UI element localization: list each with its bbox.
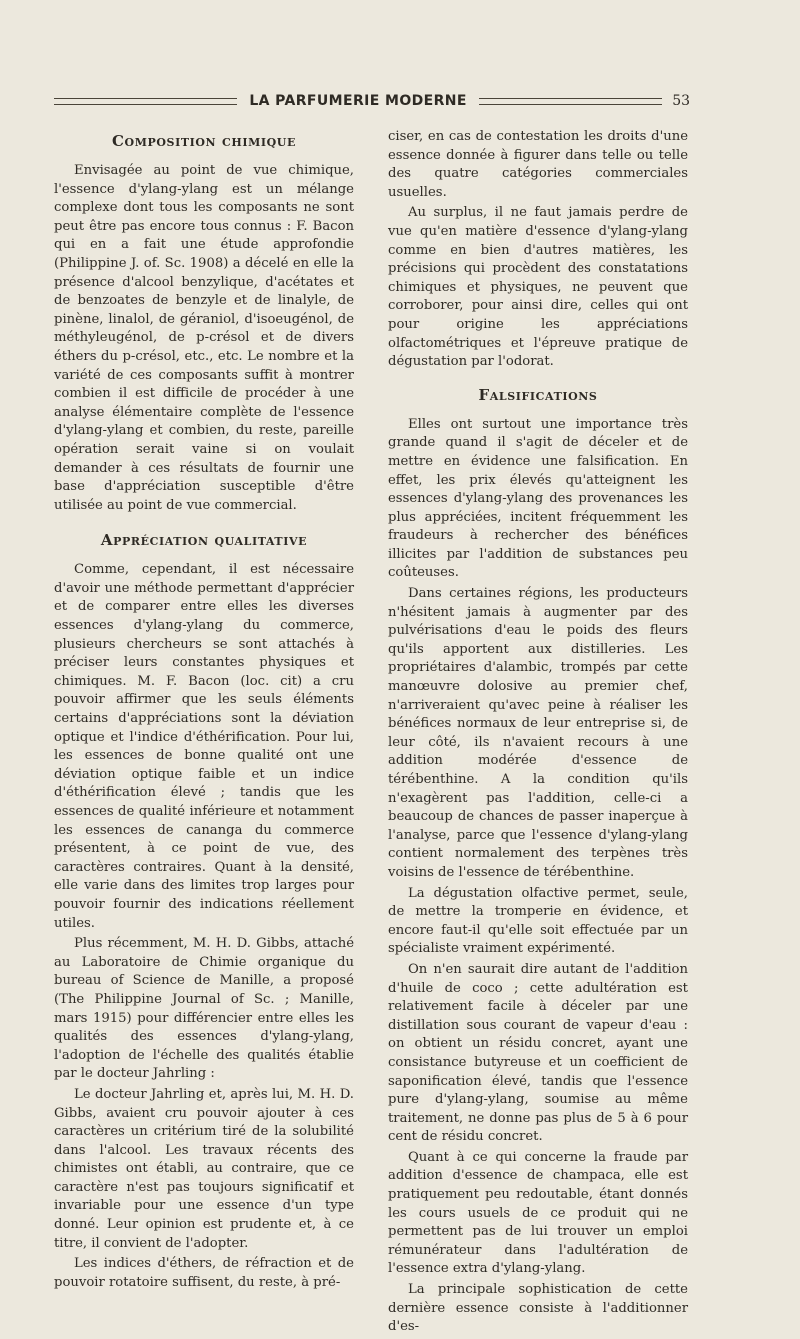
- section-heading-composition: Composition chimique: [111, 132, 296, 150]
- paragraph: Dans certaines régions, les producteurs n'hésitent jamais à augmenter par des pulvérisations d'eau le poids des fleurs qu'ils apportent aux distilleries. Les propriétaires d'alambic, trompés par cette manœuvre dolosive au premier chef, n'arriveraient qu'avec peine à réaliser les bénéfices normaux de leur entreprise si, de leur côté, ils n'avaient recours à une addition modérée d'essence de térébenthine. A la condition qu'ils n'exagèrent pas l'addition, celle-ci a beaucoup de chances de passer inaperçue à l'analyse, parce que l'essence d'ylang-ylang contient normalement des terpènes très voisins de l'essence de térébenthine.: [388, 586, 688, 880]
- page-number: 53: [672, 93, 691, 109]
- paragraph-continued: ciser, en cas de contestation les droits d'une essence donnée à figurer dans telle ou telle des quatre catégories commerciales usuelles.: [388, 129, 688, 200]
- paragraph: Quant à ce qui concerne la fraude par addition d'essence de champaca, elle est pratiquement peu redoutable, étant donnés les cours usuels de ce produit qui ne permettent pas de lui trouver un emploi rémunérateur dans l'adultération de l'essence extra d'ylang-ylang.: [388, 1149, 688, 1277]
- paragraph: La principale sophistication de cette dernière essence consiste à l'additionner d'es-: [388, 1282, 688, 1335]
- paragraph: Plus récemment, M. H. D. Gibbs, attaché au Laboratoire de Chimie organique du bureau of Science de Manille, a proposé (The Philippine Journal of Sc. ; Manille, mars 1915) pour différencier entre elles les qualités des essences d'ylang-ylang, l'adoption de l'échelle des qualités établie par le docteur Jahrling :: [54, 936, 354, 1082]
- paragraph: On n'en saurait dire autant de l'addition d'huile de coco ; cette adultération est relativement facile à déceler par une distillation sous courant de vapeur d'eau : on obtient un résidu concret, ayant une consistance butyreuse et un coefficient de saponification élevé, tandis que l'essence pure d'ylang-ylang, soumise au même traitement, ne donne pas plus de 5 à 6 pour cent de résidu concret.: [388, 961, 688, 1145]
- paragraph: Le docteur Jahrling et, après lui, M. H. D. Gibbs, avaient cru pouvoir ajouter à ces caractères un critérium tiré de la solubilité dans l'alcool. Les travaux récents des chimistes ont établi, au contraire, que ce caractère n'est pas toujours significatif et invariable pour une essence d'un type donné. Leur opinion est prudente et, à ce titre, il convient de l'adopter.: [54, 1086, 354, 1251]
- paragraph: Comme, cependant, il est nécessaire d'avoir une méthode permettant d'apprécier et de comparer entre elles les diverses essences d'ylang-ylang du commerce, plusieurs chercheurs se sont attachés à préciser leurs constantes physiques et chimiques. M. F. Bacon (loc. cit) a cru pouvoir affirmer que les seuls éléments certains d'appréciations sont la déviation optique et l'indice d'éthérification. Pour lui, les essences de bonne qualité ont une déviation optique faible et un indice d'éthérification élevé ; tandis que les essences de qualité inférieure et notamment les essences de cananga du commerce présentent, à ce point de vue, des caractères contraires. Quant à la densité, elle varie dans des limites trop larges pour pouvoir fournir des indications réellement utiles.: [54, 562, 354, 931]
- header-rule-right: [479, 98, 662, 105]
- paragraph: Les indices d'éthers, de réfraction et de pouvoir rotatoire suffisent, du reste, à pré-: [54, 1256, 354, 1290]
- paragraph: Elles ont surtout une importance très grande quand il s'agit de déceler et de mettre en évidence une falsification. En effet, les prix élevés qu'atteignent les essences d'ylang-ylang des provenances les plus appréciées, incitent fréquemment les fraudeurs à rechercher des bénéfices illicites par l'addition de substances peu coûteuses.: [388, 416, 688, 581]
- section-heading-falsifications: Falsifications: [478, 385, 598, 404]
- right-column: [388, 128, 688, 1339]
- section-heading-appreciation: Appréciation qualitative: [100, 531, 308, 550]
- running-title: LA PARFUMERIE MODERNE: [249, 93, 467, 109]
- paragraph: Au surplus, il ne faut jamais perdre de vue qu'en matière d'essence d'ylang-ylang comme en bien d'autres matières, les précisions qui procèdent des constatations chimiques et physiques, ne peuvent que corroborer, pour ainsi dire, celles qui ont pour origine les appréciations olfactométriques et l'épreuve pratique de dégustation par l'odorat.: [388, 205, 688, 370]
- paragraph: Envisagée au point de vue chimique, l'essence d'ylang-ylang est un mélange complexe dont tous les composants ne sont peut être pas encore tous connus : F. Bacon qui en a fait une étude approfondie (Philippine J. of. Sc. 1908) a décelé en elle la présence d'alcool benzylique, d'acétates et de benzoates de benzyle et de linalyle, de pinène, linalol, de géraniol, d'isoeugénol, de méthyleugénol, de p-crésol et de divers éthers du p-crésol, etc., etc. Le nombre et la variété de ces composants suffit à montrer combien il est difficile de procéder à une analyse élémentaire complète de l'essence d'ylang-ylang et combien, du reste, pareille opération serait vaine si on voulait demander à ces résultats de fournir une base d'appréciation susceptible d'être utilisée au point de vue commercial.: [54, 163, 354, 513]
- page-header: [54, 90, 690, 112]
- header-rule-left: [54, 98, 237, 105]
- left-column: [54, 128, 354, 1294]
- paragraph: La dégustation olfactive permet, seule, de mettre la tromperie en évidence, et encore faut-il qu'elle soit effectuée par un spécialiste vraiment expérimenté.: [388, 885, 688, 957]
